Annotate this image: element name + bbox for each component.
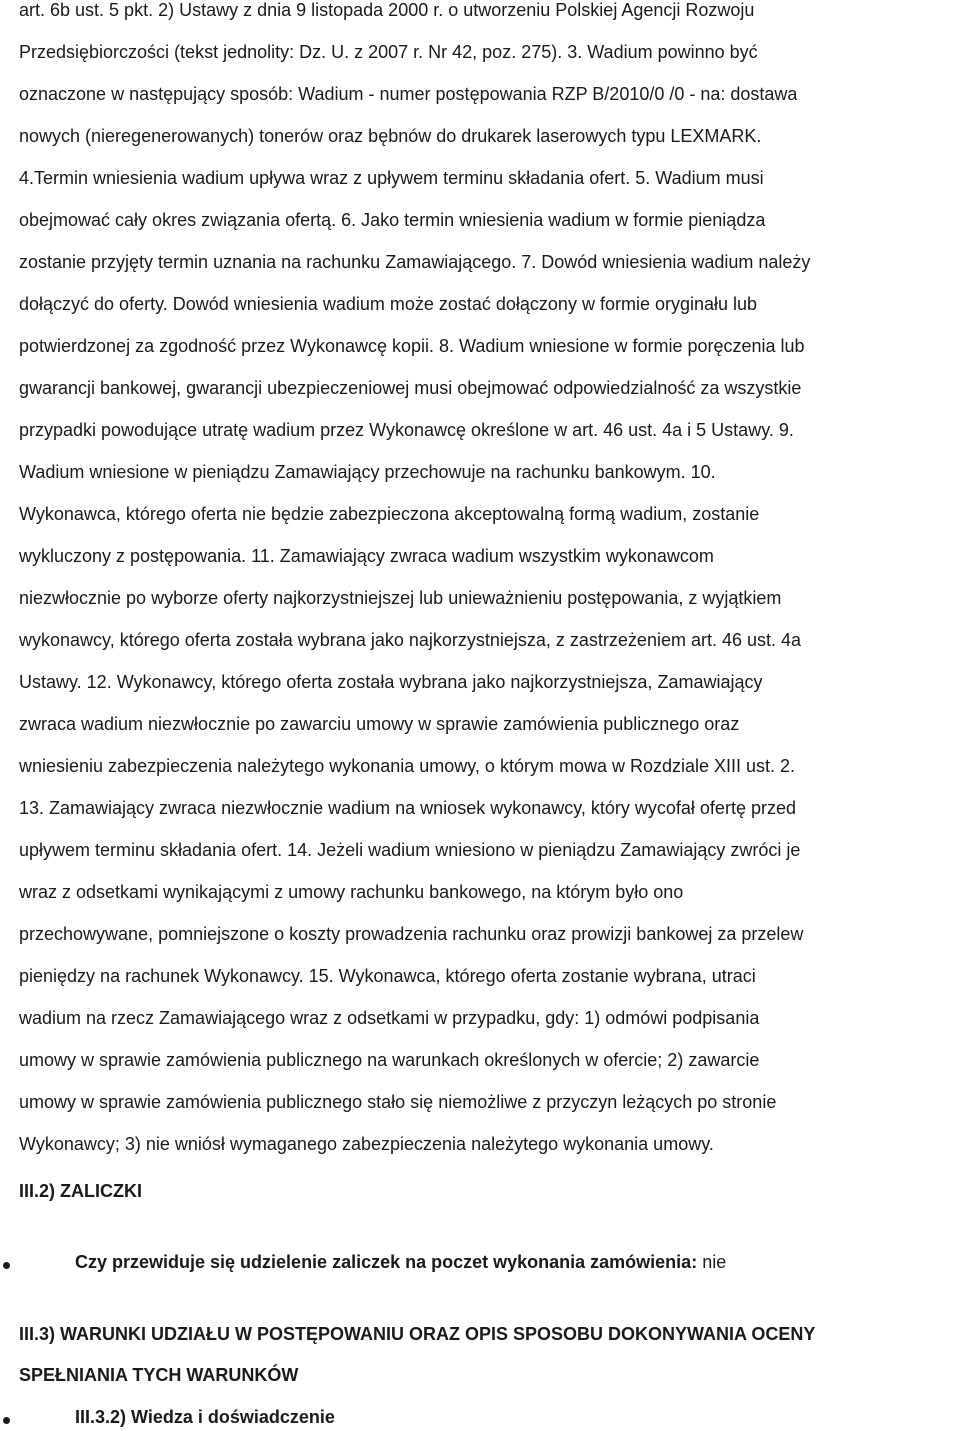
body-line: wraz z odsetkami wynikającymi z umowy rachunku bankowego, na którym było ono <box>19 882 684 902</box>
body-line: potwierdzonej za zgodność przez Wykonawcę kopii. 8. Wadium wniesione w formie poręczenia lub <box>19 336 805 356</box>
advances-question-text: Czy przewiduje się udzielenie zaliczek na poczet wykonania zamówienia: <box>75 1252 698 1272</box>
body-line: dołączyć do oferty. Dowód wniesienia wadium może zostać dołączony w formie oryginału lub <box>19 294 758 314</box>
body-line: art. 6b ust. 5 pkt. 2) Ustawy z dnia 9 listopada 2000 r. o utworzeniu Polskiej Agencji Rozwoju <box>19 0 755 20</box>
body-line: zwraca wadium niezwłocznie po zawarciu umowy w sprawie zamówienia publicznego oraz <box>19 714 740 734</box>
body-line: pieniędzy na rachunek Wykonawcy. 15. Wykonawca, którego oferta zostanie wybrana, utraci <box>19 966 756 986</box>
advances-question <box>75 1252 726 1273</box>
section-heading-advances: III.2) ZALICZKI <box>19 1181 142 1201</box>
body-line: 4.Termin wniesienia wadium upływa wraz z upływem terminu składania ofert. 5. Wadium musi <box>19 168 764 188</box>
body-line: oznaczone w następujący sposób: Wadium - numer postępowania RZP B/2010/0 /0 - na: dostawa <box>19 84 798 104</box>
body-line: wykonawcy, którego oferta została wybrana jako najkorzystniejsza, z zastrzeżeniem art. 46 ust. 4a <box>19 630 802 650</box>
body-line: Ustawy. 12. Wykonawcy, którego oferta została wybrana jako najkorzystniejsza, Zamawiający <box>19 672 763 692</box>
body-line: nowych (nieregenerowanych) tonerów oraz bębnów do drukarek laserowych typu LEXMARK. <box>19 126 762 146</box>
body-line: obejmować cały okres związania ofertą. 6. Jako termin wniesienia wadium w formie pieniądza <box>19 210 766 230</box>
body-line: wykluczony z postępowania. 11. Zamawiający zwraca wadium wszystkim wykonawcom <box>19 546 714 566</box>
bullet-icon <box>3 1417 10 1424</box>
bullet-item-knowledge <box>0 1407 960 1431</box>
body-line: wniesieniu zabezpieczenia należytego wykonania umowy, o którym mowa w Rozdziale XIII ust. 2. <box>19 756 796 776</box>
body-line: przechowywane, pomniejszone o koszty prowadzenia rachunku oraz prowizji bankowej za przelew <box>19 924 804 944</box>
knowledge-subheading: III.3.2) Wiedza i doświadczenie <box>75 1407 335 1427</box>
body-line: Wykonawca, którego oferta nie będzie zabezpieczona akceptowalną formą wadium, zostanie <box>19 504 760 524</box>
body-line: Przedsiębiorczości (tekst jednolity: Dz. U. z 2007 r. Nr 42, poz. 275). 3. Wadium powinno być <box>19 42 758 62</box>
body-line: upływem terminu składania ofert. 14. Jeżeli wadium wniesiono w pieniądzu Zamawiający zwróci je <box>19 840 801 860</box>
conditions-heading-line2: SPEŁNIANIA TYCH WARUNKÓW <box>19 1365 299 1385</box>
bullet-icon <box>3 1262 10 1269</box>
body-paragraph <box>19 0 954 1165</box>
bullet-item-advances <box>0 1252 960 1276</box>
body-line: Wadium wniesione w pieniądzu Zamawiający przechowuje na rachunku bankowym. 10. <box>19 462 716 482</box>
section-heading-conditions <box>19 1314 815 1396</box>
body-line: Wykonawcy; 3) nie wniósł wymaganego zabezpieczenia należytego wykonania umowy. <box>19 1134 714 1154</box>
body-line: przypadki powodujące utratę wadium przez Wykonawcę określone w art. 46 ust. 4a i 5 Ustawy. 9. <box>19 420 794 440</box>
body-line: umowy w sprawie zamówienia publicznego na warunkach określonych w ofercie; 2) zawarcie <box>19 1050 760 1070</box>
advances-answer: nie <box>702 1252 727 1272</box>
document-page <box>19 0 954 1176</box>
body-line: 13. Zamawiający zwraca niezwłocznie wadium na wniosek wykonawcy, który wycofał ofertę przed <box>19 798 796 818</box>
body-line: gwarancji bankowej, gwarancji ubezpieczeniowej musi obejmować odpowiedzialność za wszystkie <box>19 378 802 398</box>
body-line: niezwłocznie po wyborze oferty najkorzystniejszej lub unieważnieniu postępowania, z wyjątkiem <box>19 588 782 608</box>
body-line: umowy w sprawie zamówienia publicznego stało się niemożliwe z przyczyn leżących po stronie <box>19 1092 777 1112</box>
conditions-heading-line1: III.3) WARUNKI UDZIAŁU W POSTĘPOWANIU ORAZ OPIS SPOSOBU DOKONYWANIA OCENY <box>19 1324 816 1344</box>
body-line: wadium na rzecz Zamawiającego wraz z odsetkami w przypadku, gdy: 1) odmówi podpisania <box>19 1008 760 1028</box>
body-line: zostanie przyjęty termin uznania na rachunku Zamawiającego. 7. Dowód wniesienia wadium należy <box>19 252 811 272</box>
